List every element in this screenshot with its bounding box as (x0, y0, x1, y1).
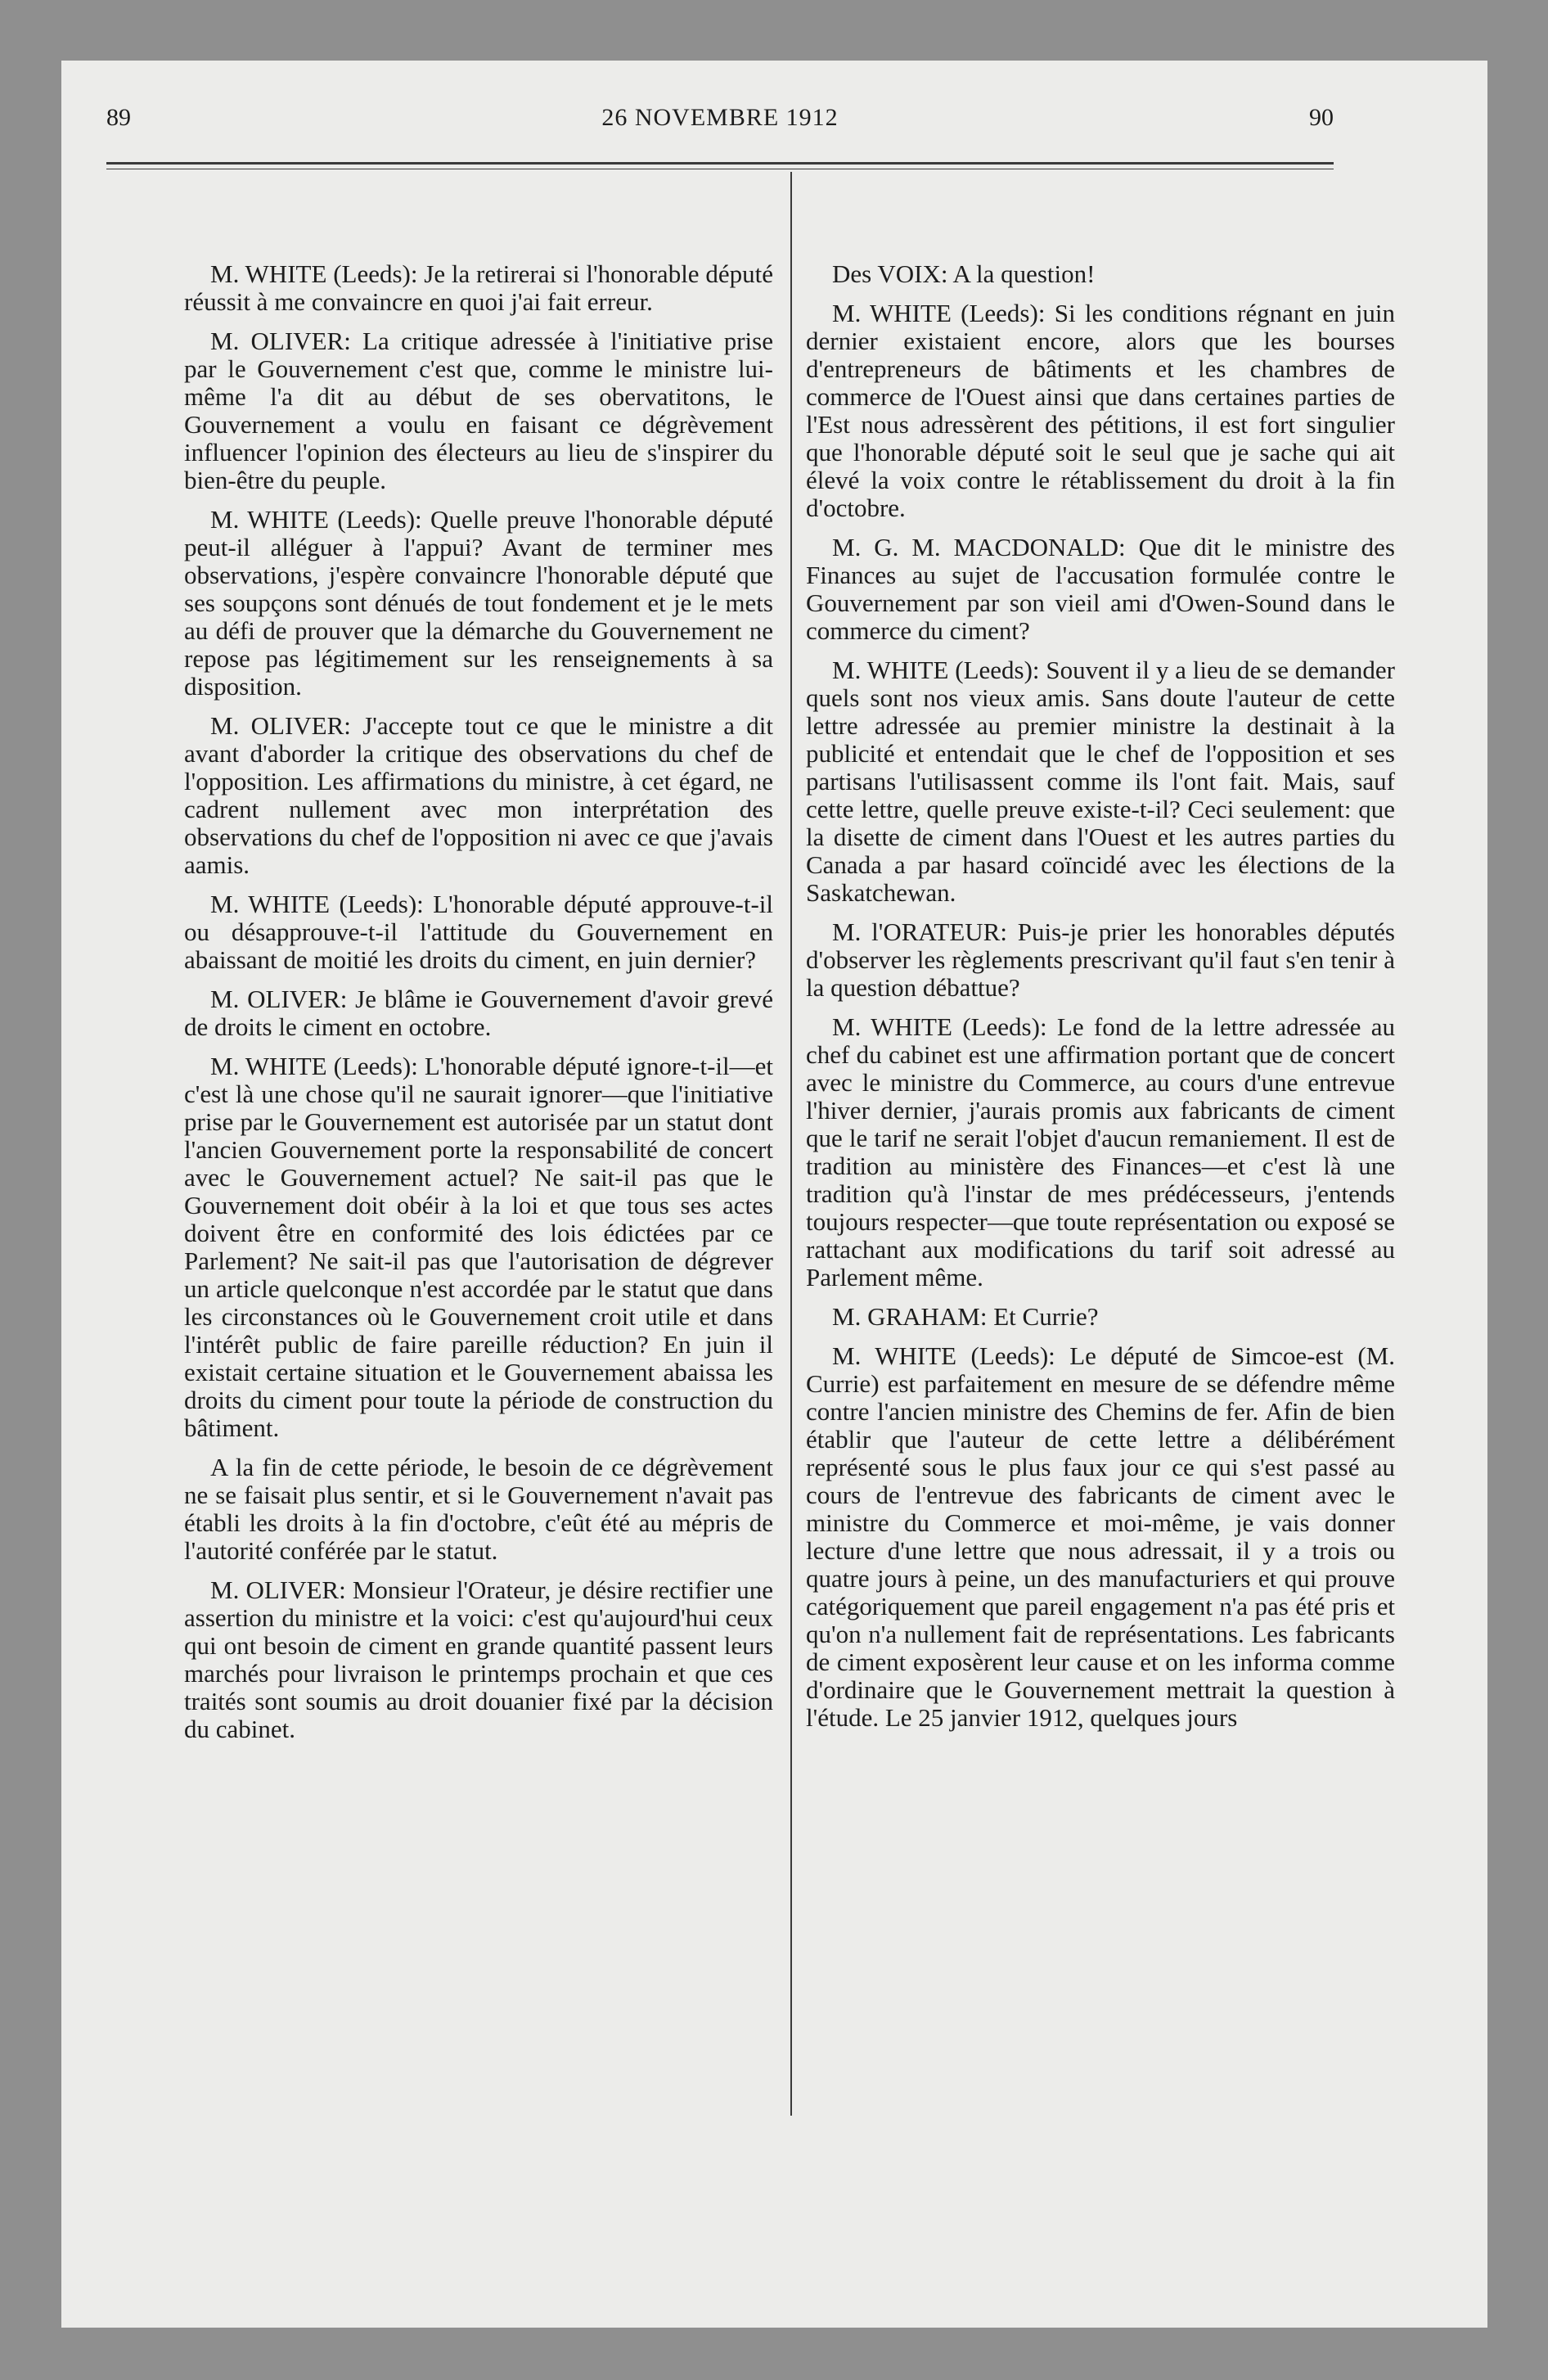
column-divider (790, 172, 792, 2116)
paragraph: M. WHITE (Leeds): L'honorable député approuve-t-il ou désapprouve-t-il l'attitude du Gouvernement en abaissant de moitié les droits du ciment, en juin dernier? (184, 890, 773, 974)
page-number-right: 90 (1309, 104, 1334, 131)
paragraph: M. OLIVER: J'accepte tout ce que le ministre a dit avant d'aborder la critique des observations du chef de l'opposition. Les affirmations du ministre, à cet égard, ne cadrent nullement avec mon interprétation des observations du chef de l'opposition ni avec ce que j'avais aamis. (184, 711, 773, 879)
right-column (806, 260, 1395, 1743)
paragraph: M. OLIVER: La critique adressée à l'initiative prise par le Gouvernement c'est que, comme le ministre lui-même l'a dit au début de ses obervatitons, le Gouvernement a voulu en faisant ce dégrèvement influencer l'opinion des électeurs au lieu de s'inspirer du bien-être du peuple. (184, 327, 773, 494)
page-number-left: 89 (106, 104, 131, 131)
paragraph: M. WHITE (Leeds): Le fond de la lettre adressée au chef du cabinet est une affirmation portant que de concert avec le ministre du Commerce, au cours d'une entrevue l'hiver dernier, j'aurais promis aux fabricants de ciment que le tarif ne serait l'objet d'aucun remaniement. Il est de tradition au ministère des Finances—et c'est là une tradition qu'à l'instar de mes prédécesseurs, j'entends toujours respecter—que toute représentation ou exposé se rattachant aux modifications du tarif soit adressé au Parlement même. (806, 1012, 1395, 1291)
paragraph: M. WHITE (Leeds): L'honorable député ignore-t-il—et c'est là une chose qu'il ne saurait ignorer—que l'initiative prise par le Gouvernement est autorisée par un statut dont l'ancien Gouvernement porte la responsabilité de concert avec le Gouvernement actuel? Ne sait-il pas que le Gouvernement doit obéir à la loi et que tous ses actes doivent être en conformité des lois édictées par ce Parlement? Ne sait-il pas que l'autorisation de dégrever un article quelconque n'est accordée par le statut que dans les circonstances où le Gouvernement croit utile et dans l'intérêt public de faire pareille réduction? En juin il existait certaine situation et le Gouvernement abaissa les droits du ciment pour toute la période de construction du bâtiment. (184, 1052, 773, 1442)
paragraph: M. WHITE (Leeds): Si les conditions régnant en juin dernier existaient encore, alors que les bourses d'entrepreneurs de bâtiments et les chambres de commerce de l'Ouest ainsi que dans certaines parties de l'Est nous adressèrent des pétitions, il est fort singulier que l'honorable député soit le seul que je sache qui ait élevé la voix contre le rétablissement du droit à la fin d'octobre. (806, 299, 1395, 522)
paragraph: M. WHITE (Leeds): Souvent il y a lieu de se demander quels sont nos vieux amis. Sans doute l'auteur de cette lettre adressée au premier ministre la destinait à la publicité et entendait que le chef de l'opposition et ses partisans l'utilisassent comme ils l'ont fait. Mais, sauf cette lettre, quelle preuve existe-t-il? Ceci seulement: que la disette de ciment dans l'Ouest et les autres parties du Canada a par hasard coïncidé avec les élections de la Saskatchewan. (806, 656, 1395, 907)
paragraph: M. GRAHAM: Et Currie? (832, 1302, 1099, 1331)
paragraph: A la fin de cette période, le besoin de ce dégrèvement ne se faisait plus sentir, et si le Gouvernement n'avait pas établi les droits à la fin d'octobre, c'eût été au mépris de l'autorité conférée par le statut. (184, 1453, 773, 1565)
paragraph: M. OLIVER: Monsieur l'Orateur, je désire rectifier une assertion du ministre et la voici: c'est qu'aujourd'hui ceux qui ont besoin de ciment en grande quantité passent leurs marchés pour livraison le printemps prochain et que ces traités sont soumis au droit douanier fixé par la décision du cabinet. (184, 1575, 773, 1743)
paragraph: M. G. M. MACDONALD: Que dit le ministre des Finances au sujet de l'accusation formulée contre le Gouvernement par son vieil ami d'Owen-Sound dans le commerce du ciment? (806, 533, 1395, 645)
paragraph: M. WHITE (Leeds): Le député de Simcoe-est (M. Currie) est parfaitement en mesure de se défendre même contre l'ancien ministre des Chemins de fer. Afin de bien établir que l'auteur de cette lettre a délibérément représenté sous le plus faux jour ce qui s'est passé au cours de l'entrevue des fabricants de ciment avec le ministre du Commerce et moi-même, je vais donner lecture d'une lettre que nous adressait, il y a trois ou quatre jours à peine, un des manufacturiers et qui prouve catégoriquement que pareil engagement n'a pas été pris et qu'on n'a nullement fait de représentations. Les fabricants de ciment exposèrent leur cause et on les informa comme d'ordinaire que le Gouvernement mettrait la question à l'étude. Le 25 janvier 1912, quelques jours (806, 1341, 1395, 1732)
paragraph: M. WHITE (Leeds): Quelle preuve l'honorable député peut-il alléguer à l'appui? Avant de terminer mes observations, j'espère convaincre l'honorable député que ses soupçons sont dénués de tout fondement et je le mets au défi de prouver que la démarche du Gouvernement ne repose pas légitimement sur les renseignements à sa disposition. (184, 505, 773, 701)
left-column (184, 260, 773, 1755)
page-date: 26 NOVEMBRE 1912 (601, 104, 839, 131)
page-header (106, 93, 1334, 142)
paragraph: M. WHITE (Leeds): Je la retirerai si l'honorable député réussit à me convaincre en quoi j'ai fait erreur. (184, 259, 773, 316)
paragraph: M. l'ORATEUR: Puis-je prier les honorables députés d'observer les règlements prescrivant qu'il faut s'en tenir à la question débattue? (806, 917, 1395, 1002)
paragraph: Des VOIX: A la question! (832, 259, 1096, 288)
paragraph: M. OLIVER: Je blâme ie Gouvernement d'avoir grevé de droits le ciment en octobre. (184, 985, 773, 1041)
header-rule-thick (106, 162, 1334, 165)
